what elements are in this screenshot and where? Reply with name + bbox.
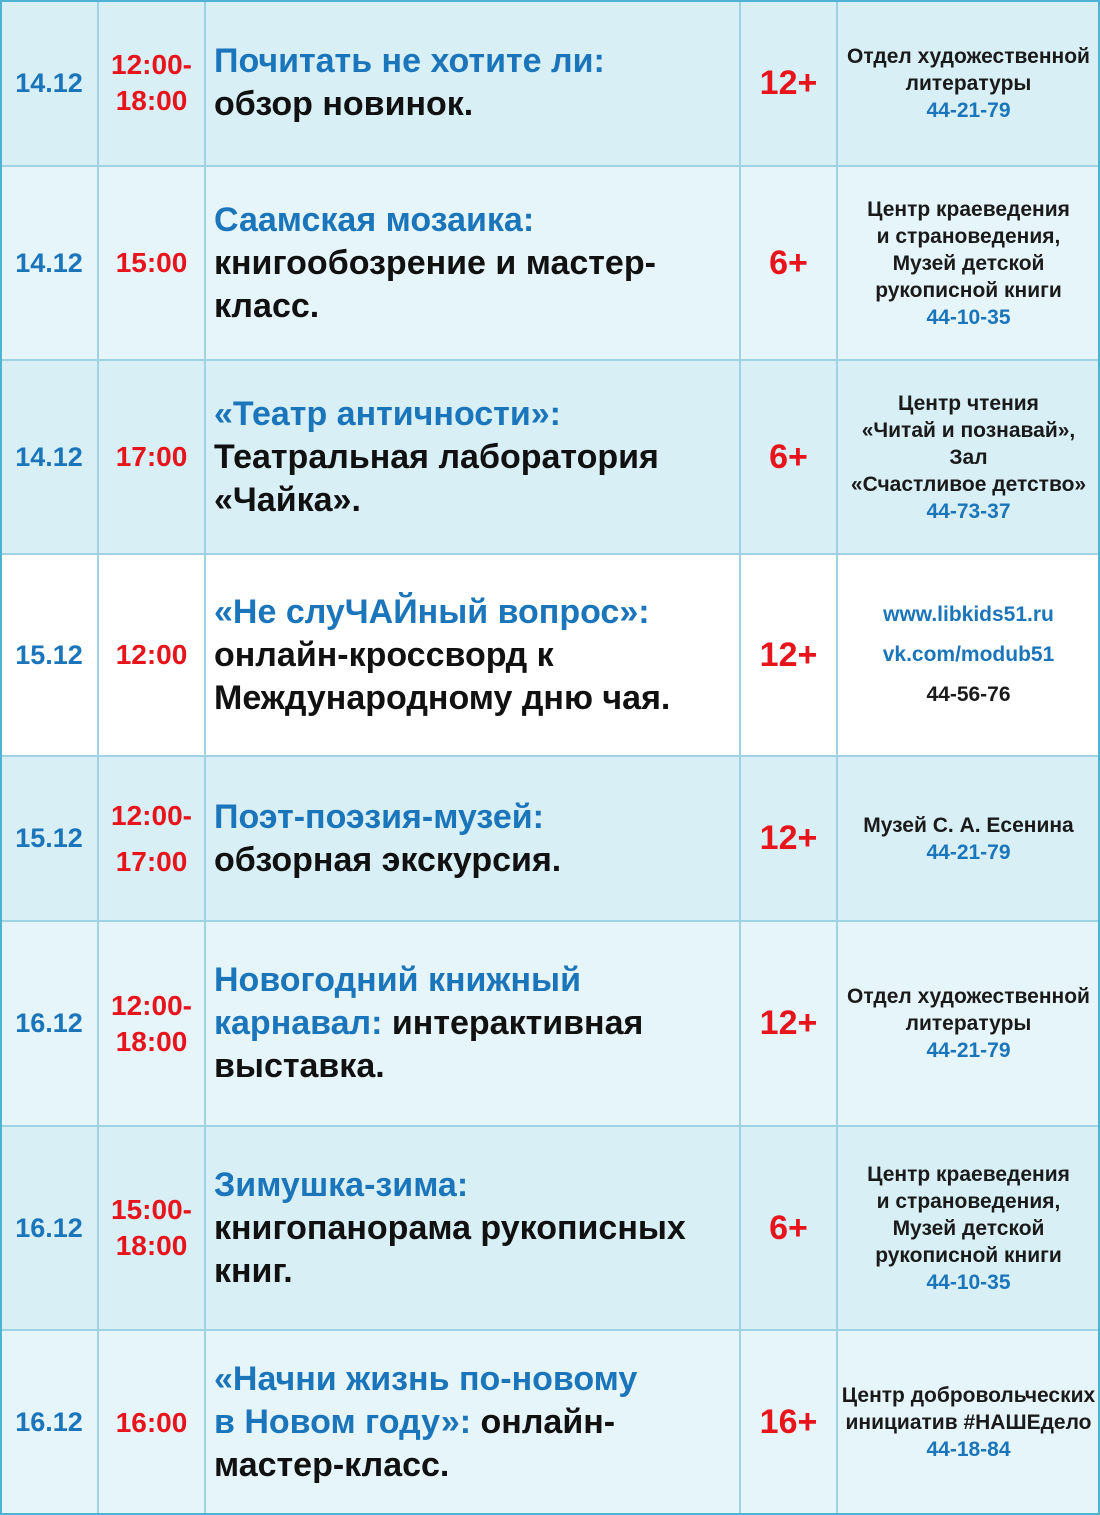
date-cell [0,166,98,360]
date-cell [0,0,98,166]
event-title-lead: «Начни жизнь по-новому в Новом году»: [214,1360,638,1441]
venue-name-line: Зал [949,445,988,469]
event-title [214,959,643,1088]
venue-name-line: литературы [905,1012,1032,1035]
venue-cell [837,166,1100,360]
event-date: 16.12 [15,1212,83,1243]
age-cell [740,756,837,921]
venue-name-line: рукописной книги [875,1243,1062,1267]
event-title-description: интерактивная выставка. [214,1004,644,1085]
venue-name-line: Отдел художественной [847,44,1090,68]
venue-phone: 44-73-37 [926,499,1011,523]
venue-cell [837,0,1100,166]
row-divider [0,553,1100,555]
time-cell [98,166,205,360]
time-cell [98,360,205,554]
event-title-description: книгообозрение и мастер- класс. [214,243,656,325]
event-title-description: Театральная лаборатория «Чайка». [214,437,659,519]
table-row [0,554,1100,756]
row-divider [0,920,1100,922]
venue-name-line: инициатив #НАШЕдело [845,1411,1092,1434]
age-rating-badge: 6+ [769,437,808,476]
venue-phone: 44-10-35 [926,1270,1011,1294]
website-link[interactable]: www.libkids51.ru [883,603,1054,626]
age-cell [740,554,837,756]
venue-name-line: и страноведения, [876,224,1061,248]
contact-phone: 44-56-76 [926,683,1011,706]
event-time: 18:00 [115,1230,188,1261]
event-time: 12:00- [111,799,192,831]
age-cell [740,166,837,360]
venue-name-line: «Читай и познавай», [861,418,1076,442]
age-rating-badge: 6+ [769,1208,808,1247]
age-rating-badge: 12+ [759,819,818,857]
column-divider [836,0,838,1515]
date-cell [0,360,98,554]
event-title-lead: Поэт-поэзия-музей: [214,797,544,836]
event-title [214,40,605,126]
time-cell [98,1126,205,1330]
date-cell [0,921,98,1126]
website-link[interactable]: vk.com/modub51 [882,643,1055,666]
row-divider [0,755,1100,757]
age-cell [740,360,837,554]
venue-phone: 44-18-84 [926,1438,1011,1461]
table-row [0,756,1100,921]
column-divider [204,0,206,1515]
event-title-lead: Новогодний книжный карнавал: [214,961,581,1042]
time-cell [98,0,205,166]
row-divider [0,165,1100,167]
event-title-lead: Саамская мозаика: [214,200,535,239]
venue-name-line: «Счастливое детство» [850,472,1087,496]
time-cell [98,554,205,756]
event-time: 15:00 [115,247,188,278]
venue-cell [837,1126,1100,1330]
event-time: 18:00 [115,85,188,116]
row-divider [0,1125,1100,1127]
event-date: 14.12 [15,67,83,98]
venue-name-line: Музей детской [892,1216,1045,1240]
event-date: 14.12 [15,441,83,472]
title-cell [205,360,740,554]
venue-name-line: Центр краеведения [867,1162,1070,1186]
date-cell [0,756,98,921]
venue-cell [837,921,1100,1126]
age-cell [740,1330,837,1515]
event-time: 12:00- [111,49,192,80]
event-time: 17:00 [115,441,188,472]
event-title-description: онлайн-кроссворд к Международному дню чая. [214,635,671,717]
title-cell [205,554,740,756]
venue-cell [837,554,1100,756]
age-rating-badge: 12+ [759,63,818,102]
column-divider [739,0,741,1515]
venue-name-line: Центр чтения [898,391,1039,415]
event-time: 12:00- [111,989,192,1021]
event-title-description: онлайн- мастер-класс. [214,1403,616,1484]
event-time: 17:00 [115,845,188,877]
venue-cell [837,360,1100,554]
event-title [214,393,659,522]
title-cell [205,756,740,921]
venue-name-line: Отдел художественной [847,985,1090,1008]
venue-name-line: Центр краеведения [867,197,1070,221]
table-row [0,921,1100,1126]
venue-name-line: Музей С. А. Есенина [863,813,1074,837]
time-cell [98,1330,205,1515]
event-title-description: обзор новинок. [214,85,474,123]
event-title-description: книгопанорама рукописных книг. [214,1208,686,1290]
table-row [0,166,1100,360]
column-divider [97,0,99,1515]
venue-phone: 44-21-79 [926,1039,1011,1062]
age-rating-badge: 12+ [759,635,818,674]
date-cell [0,1330,98,1515]
event-time: 12:00 [115,639,188,670]
title-cell [205,1126,740,1330]
title-cell [205,921,740,1126]
venue-phone: 44-21-79 [926,840,1011,864]
event-title-lead: «Театр античности»: [214,394,561,433]
table-row [0,1330,1100,1515]
age-cell [740,1126,837,1330]
venue-name-line: и страноведения, [876,1189,1061,1213]
table-row [0,0,1100,166]
event-title-lead: Зимушка-зима: [214,1165,469,1204]
event-title-lead: «Не слуЧАЙный вопрос»: [214,592,650,631]
age-cell [740,921,837,1126]
row-divider [0,1329,1100,1331]
age-rating-badge: 6+ [769,243,808,282]
venue-cell [837,756,1100,921]
event-date: 15.12 [15,823,83,853]
event-time: 18:00 [115,1025,188,1057]
title-cell [205,0,740,166]
table-row [0,1126,1100,1330]
row-divider [0,359,1100,361]
event-time: 15:00- [111,1194,192,1225]
age-cell [740,0,837,166]
venue-phone: 44-21-79 [926,98,1011,122]
event-date: 16.12 [15,1407,83,1437]
date-cell [0,554,98,756]
venue-cell [837,1330,1100,1515]
age-rating-badge: 16+ [759,1403,818,1441]
venue-name-line: Музей детской [892,251,1045,275]
time-cell [98,921,205,1126]
date-cell [0,1126,98,1330]
age-rating-badge: 12+ [759,1004,818,1042]
event-title [214,199,656,328]
event-date: 15.12 [15,639,83,670]
event-time: 16:00 [115,1406,188,1438]
title-cell [205,166,740,360]
event-date: 16.12 [15,1008,83,1038]
event-title [214,591,670,720]
venue-name-line: литературы [905,71,1032,95]
venue-name-line: рукописной книги [875,278,1062,302]
time-cell [98,756,205,921]
event-title [214,1358,637,1487]
venue-name-line: Центр добровольческих [841,1384,1096,1407]
event-title-lead: Почитать не хотите ли: [214,42,605,80]
event-title-description: обзорная экскурсия. [214,840,562,879]
event-title [214,1164,686,1293]
event-date: 14.12 [15,247,83,278]
title-cell [205,1330,740,1515]
venue-phone: 44-10-35 [926,305,1011,329]
table-row [0,360,1100,554]
event-title [214,796,561,882]
